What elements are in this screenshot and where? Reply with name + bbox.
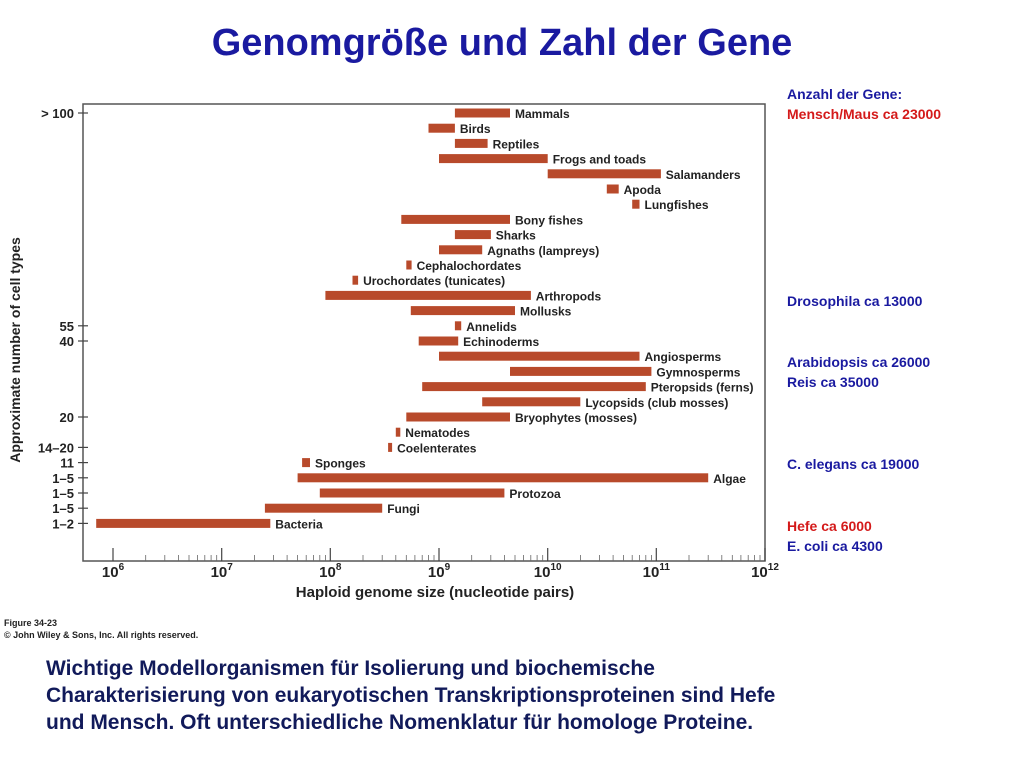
y-tick-label: 11 [60, 455, 74, 471]
bars-layer [96, 107, 753, 531]
bar-urochordates-tunicates- [353, 276, 359, 285]
x-axis-title: Haploid genome size (nucleotide pairs) [295, 584, 575, 601]
gene-note-line: Drosophila ca 13000 [787, 293, 923, 309]
bar-bony-fishes [401, 215, 510, 224]
bar-label: Algae [713, 471, 746, 486]
gene-note-line: E. coli ca 4300 [787, 538, 883, 554]
figure-label: Figure 34-23 [4, 618, 58, 628]
bar-agnaths-lampreys- [439, 245, 482, 254]
gene-note-line: Hefe ca 6000 [787, 518, 872, 534]
y-tick-label: 1–5 [52, 501, 74, 517]
bar-label: Frogs and toads [552, 152, 647, 167]
bar-label: Reptiles [492, 137, 540, 152]
gene-note-line: Reis ca 35000 [787, 374, 879, 390]
bar-pteropsids-ferns- [422, 382, 646, 391]
y-axis-title: Approximate number of cell types [7, 237, 23, 463]
y-tick-label: > 100 [41, 106, 74, 121]
bar-label: Annelids [466, 319, 517, 334]
body-line: Charakterisierung von eukaryotischen Transkriptionsproteinen sind Hefe [46, 684, 776, 707]
x-tick-label: $10^{12}$ [751, 562, 779, 581]
gene-note-line: Anzahl der Gene: [787, 86, 903, 102]
gene-note [787, 291, 922, 311]
bar-label: Pteropsids (ferns) [650, 380, 754, 395]
y-tick-label: 1–5 [52, 486, 74, 501]
bar-label: Bony fishes [515, 213, 584, 228]
bar-label: Mammals [515, 107, 570, 121]
y-tick-label: 40 [59, 334, 74, 349]
y-tick-label: 1–5 [52, 470, 74, 486]
bar-mammals [455, 109, 510, 118]
body-text [46, 655, 1006, 736]
bar-label: Gymnosperms [656, 365, 741, 380]
bar-label: Bryophytes (mosses) [515, 411, 638, 425]
body-line: Wichtige Modellorganismen für Isolierung und biochemische [46, 657, 655, 680]
x-tick-label: $10^6$ [101, 562, 125, 581]
bar-label: Lungfishes [644, 198, 709, 213]
bar-label: Arthropods [535, 289, 602, 304]
bar-reptiles [455, 139, 488, 148]
gene-note [787, 84, 941, 124]
bar-mollusks [411, 306, 515, 315]
bar-label: Urochordates (tunicates) [363, 274, 506, 289]
x-tick-label: $10^{11}$ [642, 562, 670, 581]
bar-label: Protozoa [509, 487, 561, 501]
bar-sharks [455, 230, 491, 239]
bar-label: Mollusks [520, 304, 572, 319]
gene-note [787, 454, 919, 474]
bar-lycopsids-club-mosses- [482, 397, 580, 406]
y-tick-label: 20 [59, 410, 74, 425]
gene-note-line: Arabidopsis ca 26000 [787, 354, 931, 370]
y-tick-label: 1–2 [52, 516, 74, 532]
gene-note [787, 516, 883, 556]
bar-label: Lycopsids (club mosses) [585, 395, 729, 410]
bar-nematodes [396, 428, 401, 437]
bar-sponges [302, 458, 310, 467]
bar-label: Angiosperms [644, 350, 722, 365]
bar-bryophytes-mosses- [406, 413, 510, 422]
bar-label: Birds [459, 122, 491, 137]
bar-label: Sponges [315, 456, 366, 471]
bar-algae [298, 473, 709, 482]
bar-protozoa [320, 489, 505, 498]
bar-salamanders [548, 169, 661, 178]
bar-cephalochordates [406, 261, 411, 270]
x-tick-label: $10^9$ [427, 562, 451, 581]
bar-label: Coelenterates [397, 441, 477, 456]
figure-caption [4, 617, 198, 641]
gene-note-line: C. elegans ca 19000 [787, 456, 920, 472]
slide-title: Genomgröße und Zahl der Gene [211, 22, 793, 64]
bar-gymnosperms [510, 367, 651, 376]
bar-frogs-and-toads [439, 154, 548, 163]
gene-note-line: Mensch/Maus ca 23000 [787, 106, 942, 122]
bar-annelids [455, 321, 461, 330]
bar-label: Echinoderms [463, 335, 540, 349]
bar-angiosperms [439, 352, 640, 361]
bar-label: Agnaths (lampreys) [487, 243, 600, 258]
bar-birds [429, 124, 455, 133]
bar-label: Apoda [623, 183, 661, 197]
bar-label: Nematodes [405, 426, 470, 441]
y-tick-label: 14–20 [37, 440, 74, 456]
bar-label: Salamanders [665, 167, 741, 182]
x-tick-label: $10^7$ [210, 562, 233, 581]
bar-fungi [265, 504, 382, 513]
x-tick-label: $10^8$ [319, 562, 342, 581]
bar-echinoderms [419, 337, 459, 346]
bar-label: Fungi [387, 502, 420, 517]
bar-arthropods [325, 291, 531, 300]
bar-apoda [607, 185, 619, 194]
body-line: und Mensch. Oft unterschiedliche Nomenklatur für homologe Proteine. [46, 711, 754, 734]
bar-lungfishes [632, 200, 639, 209]
bar-label: Bacteria [275, 517, 323, 532]
genome-size-chart [0, 90, 1024, 601]
gene-note [787, 352, 930, 392]
copyright-text: © John Wiley & Sons, Inc. All rights reserved. [4, 630, 199, 640]
bar-label: Sharks [495, 228, 536, 243]
bar-bacteria [96, 519, 270, 528]
bar-label: Cephalochordates [416, 259, 522, 273]
x-tick-label: $10^{10}$ [533, 562, 562, 581]
bar-coelenterates [388, 443, 392, 452]
y-tick-label: 55 [59, 318, 74, 334]
